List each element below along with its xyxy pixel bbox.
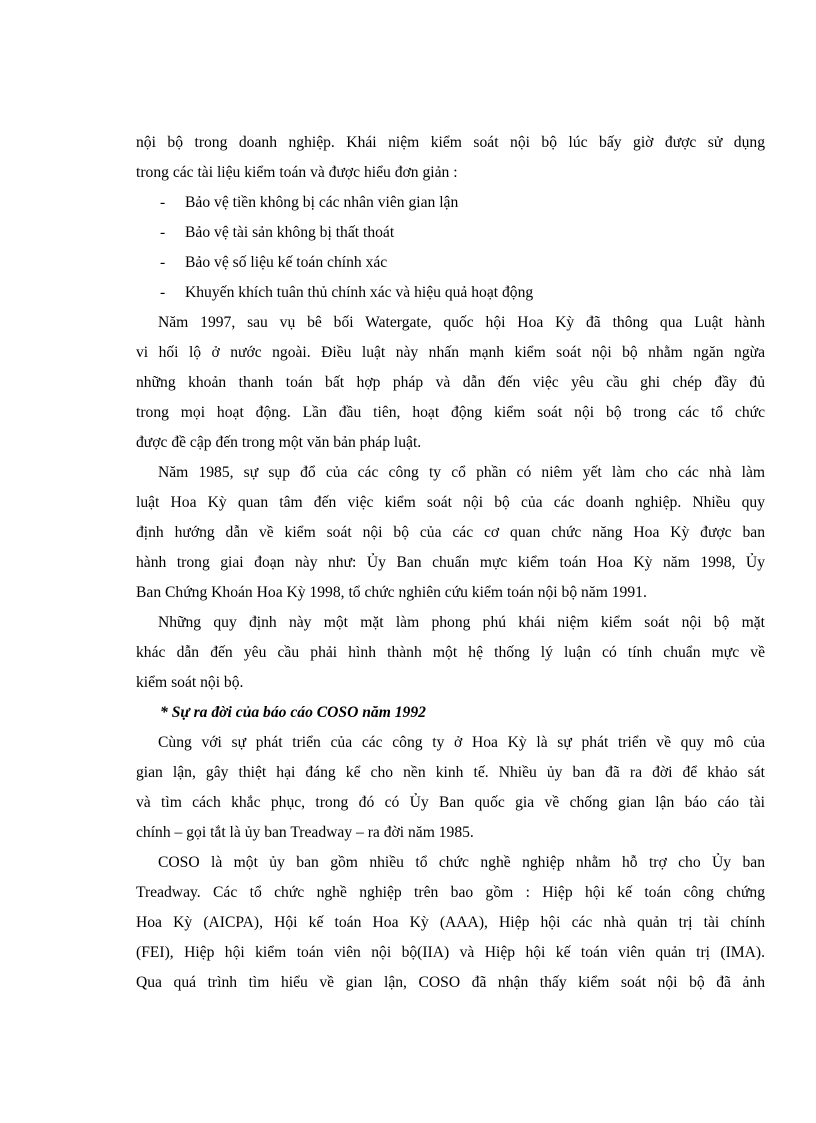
bullet-item	[136, 188, 765, 218]
paragraph-first-line: Cùng với sự phát triển của các công ty ở Hoa Kỳ là sự phát triển về quy mô của	[158, 734, 765, 751]
section-heading: * Sự ra đời của báo cáo COSO năm 1992	[160, 704, 426, 721]
body-line: (FEI), Hiệp hội kiểm toán viên nội bộ(IIA) và Hiệp hội kế toán viên quản trị (IMA).	[136, 944, 765, 961]
paragraph-first-line: Những quy định này một mặt làm phong phú khái niệm kiểm soát nội bộ mặt	[158, 614, 765, 631]
body-line: khác dẫn đến yêu cầu phải hình thành một hệ thống lý luận có tính chuẩn mực về	[136, 644, 765, 661]
body-line: nội bộ trong doanh nghiệp. Khái niệm kiểm soát nội bộ lúc bấy giờ được sử dụng	[136, 134, 765, 151]
paragraph-first-line: COSO là một ủy ban gồm nhiều tổ chức nghề nghiệp nhằm hỗ trợ cho Ủy ban	[158, 854, 765, 871]
body-line: Hoa Kỳ (AICPA), Hội kế toán Hoa Kỳ (AAA), Hiệp hội các nhà quản trị tài chính	[136, 914, 765, 931]
body-line: những khoản thanh toán bất hợp pháp và dẫn đến việc yêu cầu ghi chép đầy đủ	[136, 374, 765, 391]
body-line: hành trong giai đoạn này như: Ủy Ban chuẩn mực kiểm toán Hoa Kỳ năm 1998, Ủy	[136, 554, 765, 571]
body-line: định hướng dẫn về kiểm soát nội bộ của các cơ quan chức năng Hoa Kỳ được ban	[136, 524, 765, 541]
body-line: Ban Chứng Khoán Hoa Kỳ 1998, tổ chức nghiên cứu kiểm toán nội bộ năm 1991.	[136, 584, 647, 601]
body-line: vi hối lộ ở nước ngoài. Điều luật này nhấn mạnh kiểm soát nội bộ nhằm ngăn ngừa	[136, 344, 765, 361]
paragraph-first-line: Năm 1985, sự sụp đổ của các công ty cổ phần có niêm yết làm cho các nhà làm	[158, 464, 765, 481]
bullet-text: Bảo vệ tiền không bị các nhân viên gian lận	[185, 194, 459, 211]
body-line: gian lận, gây thiệt hại đáng kể cho nền kinh tế. Nhiều ủy ban đã ra đời để khảo sát	[136, 764, 765, 781]
body-line: kiểm soát nội bộ.	[136, 674, 244, 691]
body-line: luật Hoa Kỳ quan tâm đến việc kiểm soát nội bộ của các doanh nghiệp. Nhiều quy	[136, 494, 765, 511]
bullet-item	[136, 278, 765, 308]
bullet-item	[136, 218, 765, 248]
bullet-marker: -	[160, 284, 166, 301]
bullet-text: Bảo vệ số liệu kế toán chính xác	[185, 254, 388, 271]
body-line: chính – gọi tắt là ủy ban Treadway – ra đời năm 1985.	[136, 824, 474, 841]
body-line: và tìm cách khắc phục, trong đó có Ủy Ban quốc gia về chống gian lận báo cáo tài	[136, 794, 765, 811]
bullet-marker: -	[160, 254, 166, 271]
bullet-marker: -	[160, 194, 166, 211]
body-line: trong các tài liệu kiểm toán và được hiểu đơn giản :	[136, 164, 458, 181]
bullet-text: Khuyến khích tuân thủ chính xác và hiệu quả hoạt động	[185, 284, 534, 301]
body-line: trong mọi hoạt động. Lần đầu tiên, hoạt động kiểm soát nội bộ trong các tổ chức	[136, 404, 765, 421]
document-body	[136, 128, 765, 998]
bullet-marker: -	[160, 224, 166, 241]
body-line: Qua quá trình tìm hiểu về gian lận, COSO đã nhận thấy kiểm soát nội bộ đã ảnh	[136, 974, 765, 991]
body-line: Treadway. Các tổ chức nghề nghiệp trên bao gồm : Hiệp hội kế toán công chứng	[136, 884, 765, 901]
body-line: được đề cập đến trong một văn bản pháp luật.	[136, 434, 422, 451]
bullet-item	[136, 248, 765, 278]
paragraph-first-line: Năm 1997, sau vụ bê bối Watergate, quốc hội Hoa Kỳ đã thông qua Luật hành	[158, 314, 765, 331]
bullet-text: Bảo vệ tài sản không bị thất thoát	[185, 224, 395, 241]
